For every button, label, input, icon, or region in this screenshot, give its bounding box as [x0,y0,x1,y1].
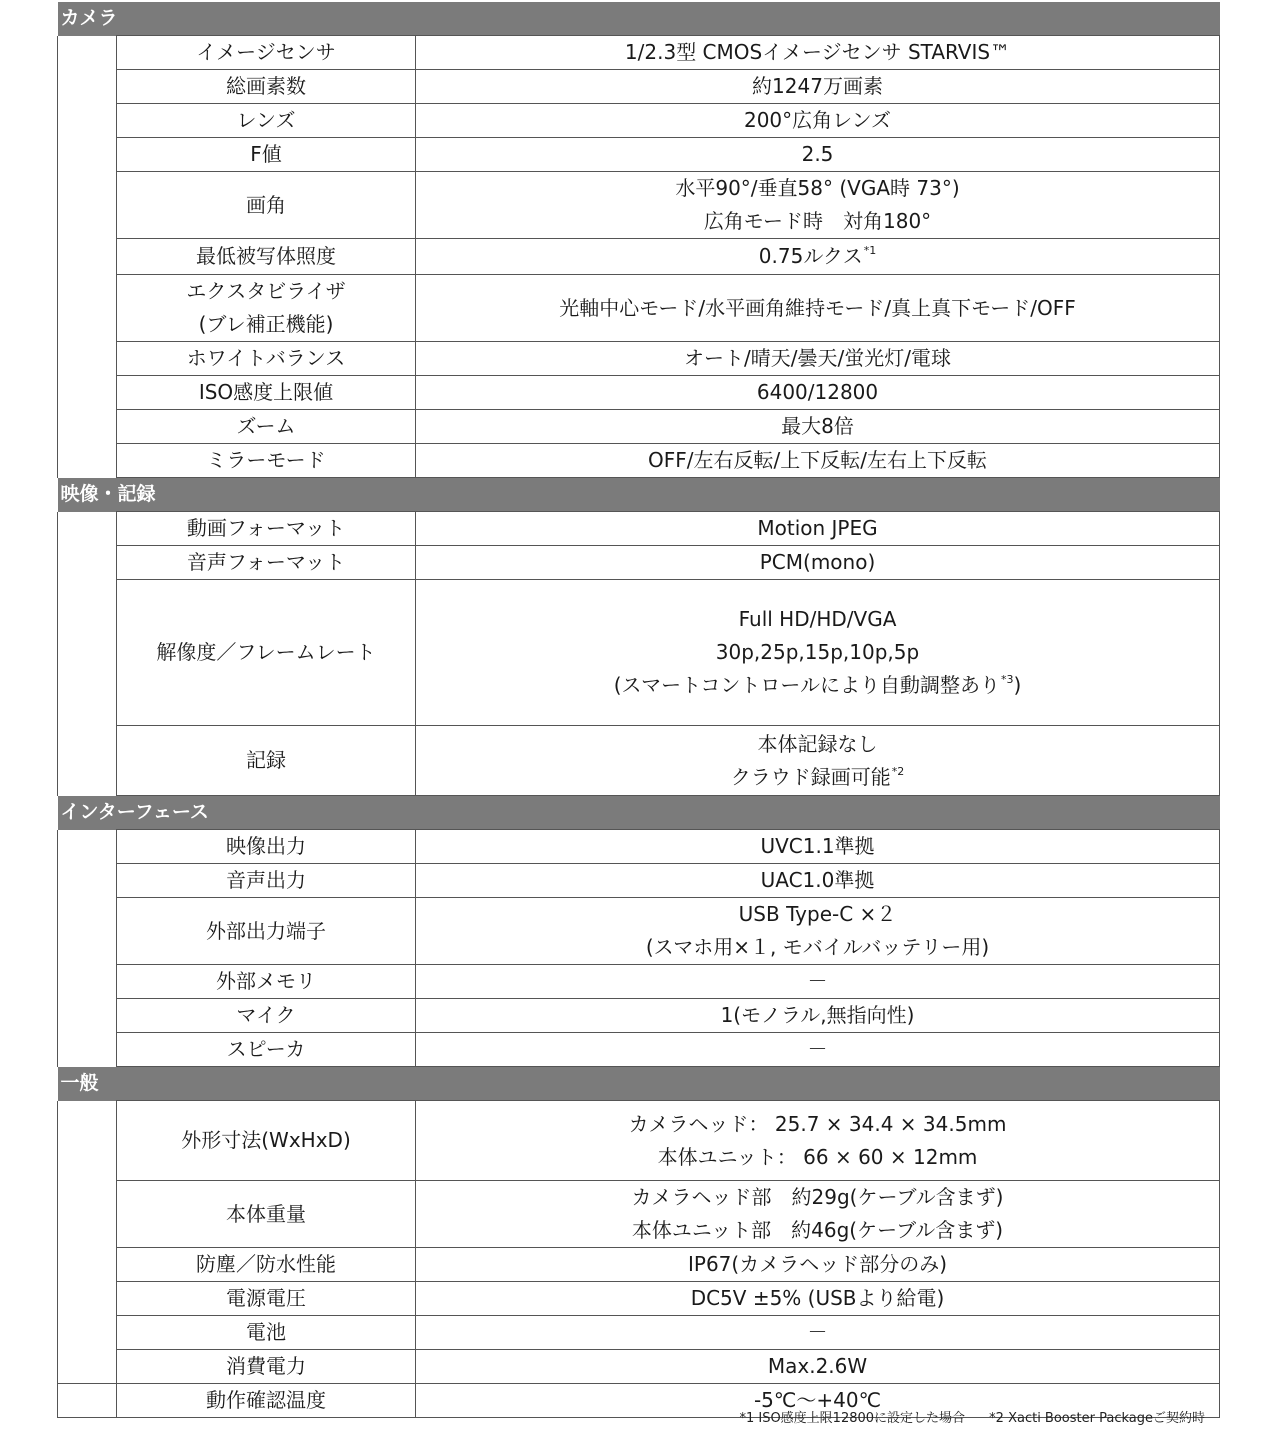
spec-row [58,444,1220,478]
spec-label-line: 動作確認温度 [206,1388,326,1412]
spec-row [58,830,1220,864]
spec-label [117,36,416,70]
spec-row [58,1101,1220,1181]
spec-row [58,1350,1220,1384]
indent-cell [58,1316,117,1350]
spec-value-line [416,603,1219,636]
spec-value-line [416,410,1219,443]
spec-value-text: カメラヘッド： 25.7 × 34.4 × 34.5mm [628,1111,1007,1136]
spec-row [58,275,1220,342]
indent-cell [58,1350,117,1384]
spec-label [117,1181,416,1248]
indent-cell [58,104,117,138]
spec-row [58,1282,1220,1316]
spec-label [117,1282,416,1316]
spec-value-line [416,36,1219,69]
spec-value [416,999,1220,1033]
spec-value-text: 水平90°/垂直58° (VGA時 73°) [675,176,960,200]
spec-value-line [416,444,1219,477]
spec-label-line: 記録 [246,748,286,772]
spec-row [58,1248,1220,1282]
spec-value-line [416,1316,1219,1349]
spec-value-line [416,292,1219,325]
spec-row [58,104,1220,138]
spec-label-line: エクスタビライザ [186,279,346,303]
indent-cell [58,898,117,965]
spec-value [416,512,1220,546]
spec-row [58,36,1220,70]
spec-row [58,410,1220,444]
spec-value-text: 本体ユニット部 約46g(ケーブル含まず) [631,1218,1004,1242]
spec-value-text: 広角モード時 対角180° [703,209,932,233]
spec-value-text: 光軸中心モード/水平画角維持モード/真上真下モード/OFF [559,295,1076,320]
spec-label [117,410,416,444]
spec-value [416,342,1220,376]
spec-label-line: 画角 [246,192,286,217]
spec-value-line [416,546,1219,579]
spec-value [416,1101,1220,1181]
spec-row [58,864,1220,898]
spec-value-line [416,636,1219,669]
indent-cell [58,410,117,444]
spec-row [58,376,1220,410]
spec-row [58,512,1220,546]
spec-value-line [416,864,1219,897]
spec-label [117,104,416,138]
spec-label-line: 電池 [246,1320,286,1344]
spec-value-text: － [807,1037,828,1061]
spec-value-text: － [807,1320,828,1344]
spec-label-line: 解像度／フレームレート [156,640,376,664]
spec-label [117,999,416,1033]
spec-value-line [416,342,1219,375]
spec-value [416,830,1220,864]
spec-value [416,36,1220,70]
spec-value [416,172,1220,239]
indent-cell [58,830,117,864]
spec-value-line [416,999,1219,1032]
spec-label [117,1316,416,1350]
spec-label-line: スピーカ [226,1037,306,1061]
spec-value-text: Motion JPEG [757,516,878,540]
spec-value-line [416,1181,1219,1214]
spec-label [117,830,416,864]
indent-cell [58,172,117,239]
spec-value-line [416,761,1219,794]
spec-row [58,999,1220,1033]
spec-label [117,342,416,376]
spec-label [117,275,416,342]
spec-row [58,726,1220,796]
spec-value-line [416,376,1219,409]
spec-value-line [416,728,1219,761]
spec-value-text: 最大8倍 [781,414,854,438]
spec-value-text: 本体記録なし [757,731,878,756]
spec-value-text: 0.75ルクス [758,244,863,268]
spec-value-line [416,138,1219,171]
spec-label [117,1033,416,1067]
spec-value [416,546,1220,580]
spec-label-line: 外部メモリ [216,969,316,993]
spec-value-line [416,512,1219,545]
spec-label [117,726,416,796]
indent-cell [58,546,117,580]
spec-value [416,104,1220,138]
spec-value-line [416,1248,1219,1281]
spec-value-text: -5℃～+40℃ [753,1388,882,1412]
spec-value [416,444,1220,478]
indent-cell [58,239,117,275]
spec-value-text: Full HD/HD/VGA [738,607,897,631]
spec-value-text: オート/晴天/曇天/蛍光灯/電球 [684,346,951,370]
spec-row [58,70,1220,104]
indent-cell [58,512,117,546]
spec-label-line: ホワイトバランス [186,346,346,370]
spec-value [416,70,1220,104]
spec-value-text: 30p,25p,15p,10p,5p [715,640,920,664]
spec-value [416,1282,1220,1316]
spec-label-line: (ブレ補正機能) [198,312,334,336]
spec-row [58,172,1220,239]
section-title: カメラ [58,2,1220,36]
spec-label-line: 本体重量 [226,1201,306,1226]
spec-value [416,1181,1220,1248]
spec-value-text: 約1247万画素 [752,74,883,98]
section-header-row [58,478,1220,512]
spec-value-text: 200°広角レンズ [743,108,892,132]
spec-label-line: ミラーモード [206,448,326,472]
spec-value-text: 1/2.3型 CMOSイメージセンサ STARVIS™ [624,40,1011,64]
spec-row [58,342,1220,376]
spec-value [416,864,1220,898]
footnote-ref: *2 [891,764,905,778]
spec-value-text: 本体ユニット： 66 × 60 × 12mm [657,1144,978,1169]
indent-cell [58,965,117,999]
spec-label-line: マイク [236,1003,296,1027]
spec-value-line [416,830,1219,863]
spec-label-line: イメージセンサ [196,40,336,64]
indent-cell [58,1248,117,1282]
spec-value [416,1350,1220,1384]
spec-value [416,376,1220,410]
spec-value-tail: ) [1013,673,1022,697]
section-title: インターフェース [58,796,1220,830]
spec-value-line [416,898,1219,931]
spec-label [117,1101,416,1181]
footnote-ref: *1 [863,244,877,257]
spec-label [117,138,416,172]
spec-value-line [416,669,1219,702]
spec-label-line: 最低被写体照度 [196,244,336,268]
footnote-1: *1 ISO感度上限12800に設定した場合 [739,1411,966,1426]
spec-value [416,1248,1220,1282]
spec-value [416,1316,1220,1350]
indent-cell [58,1181,117,1248]
spec-value-text: (スマートコントロールにより自動調整あり [613,673,1000,697]
spec-label-line: 総画素数 [226,74,306,98]
spec-value-text: OFF/左右反転/上下反転/左右上下反転 [648,448,987,472]
spec-value-line [416,1350,1219,1383]
spec-row [58,239,1220,275]
spec-value [416,726,1220,796]
footnotes [739,1407,1205,1426]
spec-label-line: レンズ [236,108,296,132]
spec-value [416,965,1220,999]
indent-cell [58,444,117,478]
spec-row [58,580,1220,726]
spec-value [416,410,1220,444]
section-title: 一般 [58,1067,1220,1101]
spec-label [117,444,416,478]
spec-label [117,1248,416,1282]
footnote-2: *2 Xacti Booster Packageご契約時 [989,1411,1205,1426]
spec-label-line: F値 [250,142,282,166]
spec-table-body [58,2,1220,1418]
spec-row [58,138,1220,172]
indent-cell [58,138,117,172]
spec-label [117,512,416,546]
spec-label [117,172,416,239]
spec-value-line [416,1033,1219,1066]
indent-cell [58,70,117,104]
indent-cell [58,999,117,1033]
spec-value [416,138,1220,172]
spec-label [117,580,416,726]
spec-value-text: IP67(カメラヘッド部分のみ) [688,1252,948,1276]
spec-label-line: 外形寸法(WxHxD) [181,1128,351,1152]
indent-cell [58,1033,117,1067]
spec-value-text: USB Type-C ×２ [738,902,897,926]
spec-value-text: 6400/12800 [756,380,879,404]
spec-label-line: ズーム [236,414,296,438]
spec-table [57,2,1220,1418]
spec-value [416,239,1220,275]
spec-label [117,1350,416,1384]
spec-label-line: 動画フォーマット [186,516,346,540]
spec-value-text: UVC1.1準拠 [760,834,875,858]
section-title: 映像・記録 [58,478,1220,512]
indent-cell [58,864,117,898]
spec-value-text: 1(モノラル,無指向性) [720,1003,915,1027]
spec-label-line: 防塵／防水性能 [196,1252,336,1276]
spec-value-line [416,205,1219,238]
spec-row [58,1181,1220,1248]
spec-value-line [416,240,1219,273]
indent-cell [58,1101,117,1181]
spec-row [58,898,1220,965]
spec-row [58,965,1220,999]
indent-cell [58,36,117,70]
indent-cell [58,1282,117,1316]
spec-label-line: 映像出力 [226,834,306,858]
spec-label [117,1384,416,1418]
indent-cell [58,580,117,726]
spec-value-line [416,1214,1219,1247]
spec-value-text: カメラヘッド部 約29g(ケーブル含まず) [631,1185,1004,1209]
spec-row [58,1033,1220,1067]
spec-value-text: (スマホ用×１, モバイルバッテリー用) [645,935,990,959]
indent-cell [58,376,117,410]
spec-value-text: Max.2.6W [767,1354,868,1378]
spec-value-line [416,931,1219,964]
spec-value-line [416,172,1219,205]
spec-label-line: 音声出力 [226,868,306,892]
spec-value [416,275,1220,342]
spec-value-text: クラウド録画可能 [730,764,891,789]
spec-value-line [416,965,1219,998]
footnote-ref: *3 [1000,673,1014,686]
spec-label [117,70,416,104]
spec-value-text: DC5V ±5% (USBより給電) [690,1286,945,1310]
spec-value-text: UAC1.0準拠 [760,868,875,892]
spec-label [117,965,416,999]
indent-cell [58,726,117,796]
indent-cell [58,1384,117,1418]
spec-label-line: 外部出力端子 [206,918,326,943]
spec-label-line: 音声フォーマット [186,550,346,574]
spec-value-line [416,104,1219,137]
spec-label [117,546,416,580]
spec-label-line: ISO感度上限値 [198,380,334,404]
spec-value-text: 2.5 [801,142,834,166]
spec-row [58,546,1220,580]
section-header-row [58,2,1220,36]
indent-cell [58,342,117,376]
spec-value [416,580,1220,726]
spec-label [117,239,416,275]
spec-value-text: PCM(mono) [759,550,876,574]
spec-value-text: － [807,969,828,993]
spec-value-line [416,1282,1219,1315]
section-header-row [58,1067,1220,1101]
spec-value-line [416,1141,1219,1174]
section-header-row [58,796,1220,830]
spec-label-line: 消費電力 [226,1354,306,1378]
spec-row [58,1316,1220,1350]
spec-label [117,376,416,410]
spec-label-line: 電源電圧 [226,1286,306,1310]
spec-label [117,864,416,898]
spec-value [416,898,1220,965]
spec-value-line [416,70,1219,103]
spec-value [416,1033,1220,1067]
spec-value-line [416,1108,1219,1141]
indent-cell [58,275,117,342]
spec-label [117,898,416,965]
